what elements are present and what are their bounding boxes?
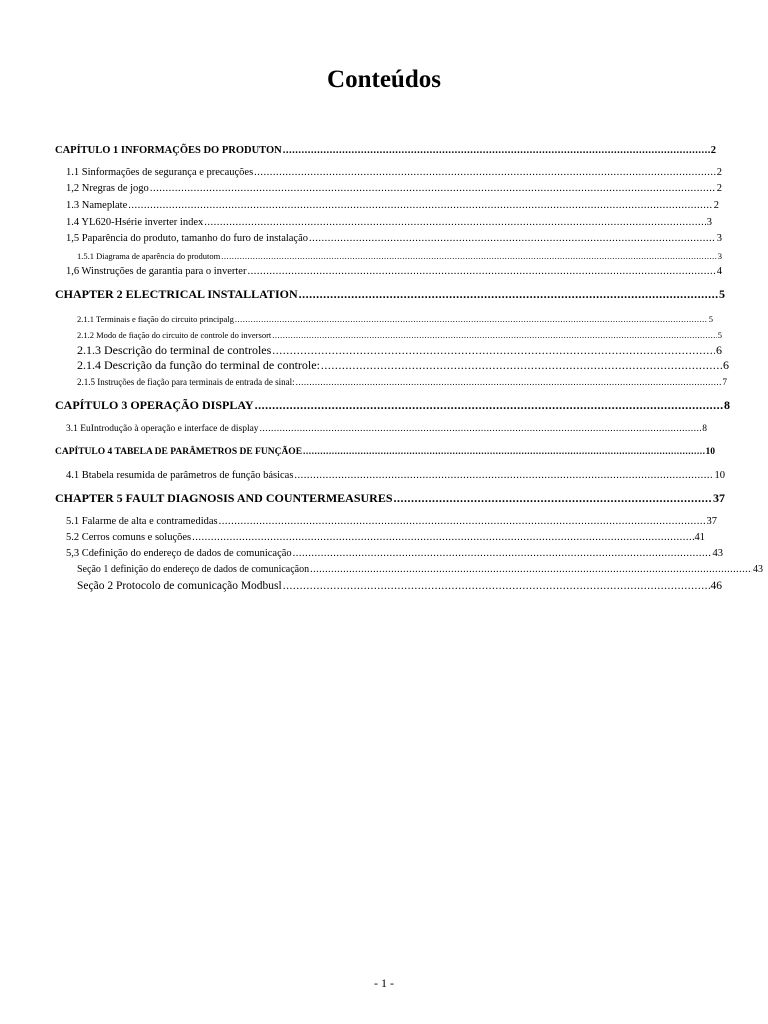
toc-leader-dots	[192, 530, 693, 546]
toc-page-number: 46	[710, 580, 722, 592]
toc-leader-dots	[260, 421, 702, 437]
toc-entry-label: 1.5.1 Diagrama de aparência do produtom	[77, 251, 221, 261]
toc-entry-label: Seção 1 definição do endereço de dados de comunicaçãon	[77, 564, 310, 575]
toc-page-number: 10	[705, 447, 715, 457]
toc-page-number: 2	[713, 200, 719, 211]
toc-entry-3-1[interactable]	[66, 421, 707, 437]
toc-entry-chapter-5[interactable]	[55, 490, 725, 506]
toc-entry-1-5-1[interactable]	[77, 248, 722, 264]
toc-page-number: 3	[716, 233, 722, 244]
toc-page-number: 43	[712, 548, 723, 559]
toc-page-number: 2	[710, 145, 716, 156]
toc-entry-label: 3.1 EuIntrodução à operação e interface de display	[66, 424, 259, 434]
toc-entry-4-1[interactable]	[66, 468, 725, 484]
toc-leader-dots	[303, 444, 704, 460]
toc-leader-dots	[272, 327, 716, 343]
toc-leader-dots	[128, 198, 713, 214]
toc-page-number: 37	[713, 491, 725, 505]
toc-leader-dots	[150, 181, 716, 197]
toc-page-number: 41	[694, 532, 705, 543]
toc-page-number: 5	[717, 330, 722, 340]
toc-leader-dots	[321, 357, 722, 373]
toc-entry-label: 5.2 Cerros comuns e soluções	[66, 532, 192, 543]
toc-leader-dots	[394, 490, 712, 506]
toc-leader-dots	[294, 468, 713, 484]
page-title: Conteúdos	[327, 66, 441, 93]
toc-leader-dots	[272, 342, 715, 358]
toc-page-number: 10	[714, 470, 725, 481]
toc-entry-label: 1.4 YL620-Hsérie inverter index	[66, 217, 204, 228]
toc-entry-5-2[interactable]	[66, 530, 705, 546]
toc-page-number: 2	[716, 183, 722, 194]
toc-page-number: 8	[702, 424, 707, 434]
toc-entry-label: 4.1 Btabela resumida de parâmetros de função básicas	[66, 470, 294, 481]
toc-page-number: 37	[706, 516, 717, 527]
toc-entry-label: 2.1.3 Descrição do terminal de controles	[77, 343, 272, 357]
toc-entry-1-4[interactable]	[66, 215, 712, 231]
toc-page-number: 3	[717, 251, 722, 261]
toc-entry-label: 5.1 Falarme de alta e contramedidas	[66, 516, 218, 527]
toc-entry-label: Seção 2 Protocolo de comunicação Modbusl	[77, 580, 282, 592]
toc-entry-2-1-4[interactable]	[77, 357, 729, 373]
toc-page-number: 3	[706, 217, 712, 228]
toc-entry-2-1-1[interactable]	[77, 311, 713, 327]
toc-entry-label: 2.1.2 Modo de fiação do circuito de controle do inversort	[77, 330, 272, 340]
toc-page-number: 8	[724, 398, 730, 412]
toc-entry-2-1-5[interactable]	[77, 374, 727, 390]
toc-entry-1-3[interactable]	[66, 198, 719, 214]
toc-entry-label: CHAPTER 5 FAULT DIAGNOSIS AND COUNTERMEASURES	[55, 491, 393, 505]
toc-entry-1-6[interactable]	[66, 264, 722, 280]
toc-entry-5-3[interactable]	[66, 546, 723, 562]
toc-entry-label: CHAPTER 2 ELECTRICAL INSTALLATION	[55, 287, 298, 301]
toc-entry-label: 2.1.1 Terminais e fiação do circuito principalg	[77, 314, 234, 324]
toc-leader-dots	[247, 264, 715, 280]
toc-page-number: 6	[723, 358, 729, 372]
toc-entry-label: 5,3 Cdefinição do endereço de dados de comunicação	[66, 548, 292, 559]
toc-leader-dots	[219, 514, 706, 530]
toc-leader-dots	[293, 546, 712, 562]
toc-entry-section-2[interactable]	[77, 578, 722, 594]
toc-leader-dots	[235, 311, 708, 327]
toc-page-number: 5	[708, 314, 713, 324]
toc-entry-chapter-1[interactable]	[55, 143, 716, 159]
toc-entry-chapter-2[interactable]	[55, 286, 725, 302]
toc-leader-dots	[204, 215, 706, 231]
toc-leader-dots	[221, 248, 716, 264]
toc-entry-label: CAPÍTULO 1 INFORMAÇÕES DO PRODUTON	[55, 145, 282, 156]
toc-entry-label: CAPÍTULO 4 TABELA DE PARÂMETROS DE FUNÇÃOE	[55, 447, 303, 457]
toc-page-number: 5	[719, 287, 725, 301]
toc-entry-label: 1,6 Winstruções de garantia para o inverter	[66, 266, 247, 277]
toc-page-number: 43	[753, 564, 763, 575]
toc-entry-section-1[interactable]	[77, 562, 763, 578]
toc-entry-5-1[interactable]	[66, 514, 717, 530]
toc-leader-dots	[283, 578, 710, 594]
toc-entry-1-2[interactable]	[66, 181, 722, 197]
toc-entry-label: 1,5 Paparência do produto, tamanho do furo de instalação	[66, 233, 309, 244]
toc-entry-1-5[interactable]	[66, 231, 722, 247]
toc-leader-dots	[254, 165, 716, 181]
toc-page-number: 7	[722, 377, 727, 387]
toc-entry-label: CAPÍTULO 3 OPERAÇÃO DISPLAY	[55, 398, 254, 412]
toc-entry-label: 1.1 Sinformações de segurança e precauções	[66, 167, 254, 178]
toc-leader-dots	[283, 143, 710, 159]
toc-entry-2-1-2[interactable]	[77, 327, 722, 343]
toc-entry-label: 1,2 Nregras de jogo	[66, 183, 149, 194]
toc-entry-chapter-3[interactable]	[55, 397, 730, 413]
page-number-footer: - 1 -	[374, 976, 394, 990]
toc-leader-dots	[310, 562, 752, 578]
toc-entry-label: 2.1.5 Instruções de fiação para terminais de entrada de sinal:	[77, 377, 295, 387]
toc-entry-2-1-3[interactable]	[77, 342, 722, 358]
toc-leader-dots	[299, 286, 718, 302]
toc-leader-dots	[296, 374, 722, 390]
toc-leader-dots	[255, 397, 723, 413]
toc-page-number: 4	[716, 266, 722, 277]
toc-entry-label: 1.3 Nameplate	[66, 200, 128, 211]
toc-entry-1-1[interactable]	[66, 165, 722, 181]
toc-page-number: 2	[716, 167, 722, 178]
toc-entry-chapter-4[interactable]	[55, 444, 715, 460]
toc-leader-dots	[309, 231, 716, 247]
toc-entry-label: 2.1.4 Descrição da função do terminal de controle:	[77, 358, 320, 372]
toc-page-number: 6	[716, 343, 722, 357]
